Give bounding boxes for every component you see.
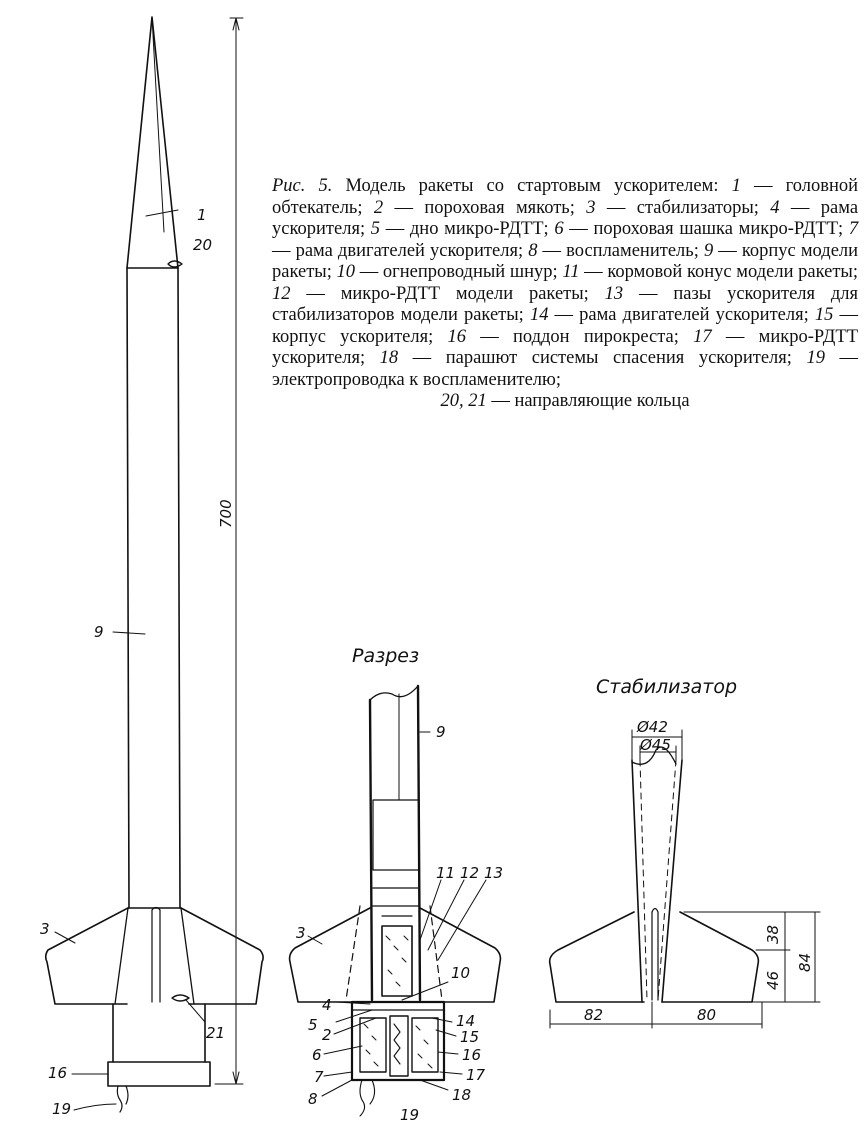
caption-item-number: 19 <box>806 348 825 368</box>
caption-item-text: корпус ускорителя; <box>272 326 434 347</box>
section-label-fuse: 10 <box>451 964 471 982</box>
section-label-slots: 13 <box>484 864 504 882</box>
caption-item-text: рама ускорителя; <box>272 197 859 239</box>
section-label-frame: 4 <box>322 996 332 1014</box>
section-label-engine-frame: 7 <box>314 1068 324 1086</box>
caption-item-number: 4 <box>770 197 780 218</box>
section-label-igniter: 8 <box>308 1090 318 1108</box>
caption-item-number: 14 <box>529 305 549 325</box>
section-label-powder: 2 <box>322 1026 332 1044</box>
caption-item-number: 9 <box>703 240 714 261</box>
caption-item: 2 — пороховая мякоть; <box>373 197 575 218</box>
caption-item: 4 — рама ускорителя; <box>272 197 859 239</box>
guide-ring-top <box>168 261 182 267</box>
caption-item-number: 10 <box>336 262 356 282</box>
section-body-left <box>370 700 372 1000</box>
fin-right <box>181 908 263 1004</box>
caption-item-text: огнепроводный шнур; <box>382 262 558 282</box>
caption-item: 16 — поддон пирокреста; <box>447 326 679 347</box>
section-label-grain: 6 <box>312 1046 322 1064</box>
dimension-84: 84 <box>796 952 814 972</box>
body-tube <box>127 268 129 908</box>
caption-item-number: 18 <box>379 348 399 368</box>
caption-item-text: парашют системы спасения ускорителя; <box>445 348 792 368</box>
label-fin: 3 <box>40 920 50 938</box>
pyro-pan <box>108 1062 210 1086</box>
dimension-700: 700 <box>217 499 235 528</box>
caption-item-text: микро-РДТТ модели ракеты; <box>340 283 589 304</box>
caption-item: 14 — рама двигателей ускорителя; <box>529 305 809 325</box>
caption-item-text: микро-РДТТ ускорителя; <box>272 326 859 368</box>
fin-left <box>46 908 128 1004</box>
dimension-46: 46 <box>764 970 782 990</box>
caption-item-text: пазы ускорителя для стабилизаторов модели ракеты; <box>272 283 859 325</box>
section-label-body: 9 <box>436 723 446 741</box>
caption-item: 10 — огнепроводный шнур; <box>336 262 558 282</box>
label-ring-bottom: 21 <box>206 1024 226 1042</box>
caption-item-number: 8 <box>528 240 538 261</box>
stabilizer-fin-left <box>550 912 644 1002</box>
dimension-d45: Ø45 <box>640 736 671 754</box>
caption-item-text: стабилизаторы; <box>636 197 759 218</box>
section-label-booster-motor: 17 <box>466 1066 486 1084</box>
caption-last-text: направляющие кольца <box>514 391 690 411</box>
wire <box>117 1086 128 1112</box>
caption-item-text: головной обтекатель; <box>272 176 859 218</box>
dimension-82: 82 <box>584 1006 604 1024</box>
label-nose: 1 <box>197 206 207 224</box>
caption-item-text: пороховая шашка микро-РДТТ; <box>593 219 844 239</box>
section-label-fin: 3 <box>296 924 306 942</box>
stabilizer-fin-right <box>662 912 758 1002</box>
figure-label: Рис. 5. <box>272 176 333 196</box>
figure-title: Модель ракеты со стартовым ускорителем: <box>345 176 719 196</box>
caption-item: 17 — микро-РДТТ ускорителя; <box>272 326 859 368</box>
section-label-motor: 12 <box>460 864 480 882</box>
caption-item: 9 — корпус модели ракеты; <box>272 240 859 282</box>
caption-item: 7 — рама двигателей ускорителя; <box>272 219 859 261</box>
caption-item: 18 — парашют системы спасения ускорителя; <box>379 348 792 368</box>
label-pan: 16 <box>48 1064 68 1082</box>
caption-item-number: 15 <box>814 305 834 325</box>
section-label-pan: 16 <box>462 1046 482 1064</box>
caption-item: 13 — пазы ускорителя для стабилизаторов модели ракеты; <box>272 283 859 325</box>
heading-section: Разрез <box>352 645 420 667</box>
caption-item-text: воспламенитель; <box>566 240 699 261</box>
label-body: 9 <box>94 623 104 641</box>
caption-item: 15 — корпус ускорителя; <box>272 305 859 347</box>
caption-item: 5 — дно микро-РДТТ; <box>370 219 549 239</box>
caption-item-number: 16 <box>447 326 466 347</box>
caption-item-text: дно микро-РДТТ; <box>409 219 549 239</box>
caption-item-text: кормовой конус модели ракеты; <box>607 262 859 282</box>
rocket-side-view <box>46 17 263 1112</box>
heading-stabilizer: Стабилизатор <box>596 676 738 698</box>
caption-item: 11 — кормовой конус модели ракеты; <box>562 262 859 282</box>
section-label-wire: 19 <box>400 1106 420 1124</box>
caption-item-text: рама двигателей ускорителя; <box>579 305 809 325</box>
figure-caption <box>272 176 858 413</box>
caption-item-text: поддон пирокреста; <box>512 326 679 347</box>
caption-last-item: 20, 21 — направляющие кольца <box>440 391 690 411</box>
caption-item: 1 — головной обтекатель; <box>272 176 859 218</box>
caption-item-text: корпус модели ракеты; <box>272 240 859 282</box>
caption-item: 8 — воспламенитель; <box>528 240 699 261</box>
caption-item-number: 3 <box>586 197 596 218</box>
dimension-80: 80 <box>697 1006 717 1024</box>
section-label-bottom: 5 <box>308 1016 318 1034</box>
caption-item-number: 17 <box>693 326 712 347</box>
section-label-frame2: 14 <box>456 1012 476 1030</box>
caption-item-text: рама двигателей ускорителя; <box>295 240 524 261</box>
nose-cone <box>127 17 178 268</box>
caption-item-number: 2 <box>373 197 384 218</box>
label-wire: 19 <box>52 1100 72 1118</box>
caption-item-number: 12 <box>272 283 291 304</box>
caption-item-number: 7 <box>848 219 859 239</box>
caption-item-text: пороховая мякоть; <box>424 197 575 218</box>
caption-item-number: 11 <box>562 262 580 282</box>
dimension-d42: Ø42 <box>637 718 668 736</box>
section-label-cone: 11 <box>436 864 456 882</box>
section-label-parachute: 18 <box>452 1086 472 1104</box>
caption-item-number: 1 <box>731 176 741 196</box>
section-label-casing: 15 <box>460 1028 480 1046</box>
label-ring-top: 20 <box>193 236 213 254</box>
caption-item-number: 13 <box>604 283 624 304</box>
caption-item: 12 — микро-РДТТ модели ракеты; <box>272 283 589 304</box>
caption-item-number: 5 <box>370 219 381 239</box>
section-booster <box>352 1002 444 1080</box>
caption-last-number: 20, 21 <box>440 391 487 411</box>
dimension-38: 38 <box>764 924 782 944</box>
caption-item-number: 6 <box>554 219 564 239</box>
caption-item: 6 — пороховая шашка микро-РДТТ; <box>554 219 844 239</box>
caption-items <box>272 176 858 390</box>
caption-item: 3 — стабилизаторы; <box>586 197 759 218</box>
caption-item: 19 — электропроводка к воспламенителю; <box>272 348 859 390</box>
caption-item-text: электропроводка к воспламенителю; <box>272 369 561 390</box>
